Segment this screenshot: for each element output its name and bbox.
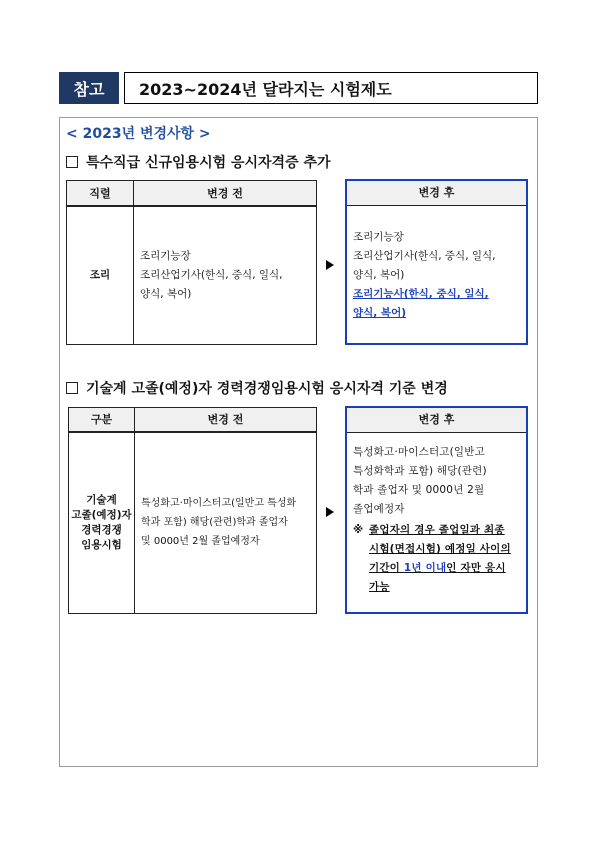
col-role-header: 구분: [69, 408, 135, 432]
note-line: 가능: [369, 581, 390, 593]
col-before-header: 변경 전: [135, 408, 317, 432]
note-line: 시험(면접시험) 예정일 사이의: [369, 543, 511, 555]
before-line: 조리산업기사(한식, 중식, 일식,: [140, 268, 283, 281]
before-cell: [134, 206, 317, 345]
col-after-header: 변경 후: [347, 408, 526, 433]
after-line-added: 양식, 복어): [353, 307, 407, 319]
section-title: < 2023년 변경사항 >: [66, 126, 211, 142]
before-cell: [135, 432, 317, 614]
part1-heading-text: 특수직급 신규임용시험 응시자격증 추가: [86, 155, 331, 171]
part2-before-table: [68, 407, 317, 614]
part1-before-table: [66, 180, 317, 345]
note-text: 기간이: [369, 562, 404, 574]
role-line: 경력경쟁: [81, 523, 122, 536]
part2-after-box: [345, 406, 528, 614]
after-line: 졸업예정자: [353, 503, 405, 515]
arrow-right-icon: [326, 260, 334, 270]
note-text: 인 자만 응시: [446, 562, 506, 574]
after-line: 양식, 복어): [353, 269, 405, 281]
col-role-header: 직렬: [67, 181, 134, 206]
note-highlight: 1년 이내: [403, 562, 447, 574]
role-line: 기술계: [86, 493, 117, 506]
before-line: 및 0000년 2월 졸업예정자: [141, 536, 260, 548]
after-line-added: 조리기능사(한식, 중식, 일식,: [353, 288, 489, 300]
role-cell: [69, 432, 135, 614]
col-before-header: 변경 전: [134, 181, 317, 206]
before-line: 학과 포함) 해당(관련)학과 졸업자: [141, 517, 288, 529]
role-line: 고졸(예정)자: [71, 508, 132, 521]
before-line: 특성화고·마이스터고(일반고 특성화: [141, 498, 297, 510]
note-mark: ※: [353, 524, 364, 536]
note-line: [369, 559, 511, 578]
after-line: 특성화고·마이스터고(일반고: [353, 446, 485, 458]
part1-after-box: [345, 179, 528, 345]
role-line: 임용시험: [81, 538, 122, 551]
arrow-right-icon: [326, 507, 334, 517]
role-cell: 조리: [67, 206, 134, 345]
col-after-header: 변경 후: [347, 181, 526, 206]
checkbox-icon: [66, 156, 78, 168]
before-line: 조리기능장: [140, 249, 191, 262]
reference-tag: 참고: [59, 72, 119, 104]
after-line: 학과 졸업자 및 0000년 2월: [353, 484, 485, 496]
part2-heading-text: 기술계 고졸(예정)자 경력경쟁임용시험 응시자격 기준 변경: [86, 381, 448, 397]
after-line: 특성화학과 포함) 해당(관련): [353, 465, 487, 477]
part1-heading: [66, 152, 331, 172]
part2-heading: [66, 378, 448, 398]
before-line: 양식, 복어): [140, 287, 192, 300]
note: [353, 521, 520, 597]
note-line: 졸업자의 경우 졸업일과 최종: [369, 524, 505, 536]
after-line: 조리기능장: [353, 231, 404, 243]
page-title: 2023~2024년 달라지는 시험제도: [124, 72, 538, 104]
after-line: 조리산업기사(한식, 중식, 일식,: [353, 250, 496, 262]
after-cell: [347, 433, 526, 597]
after-cell: [347, 206, 526, 323]
checkbox-icon: [66, 382, 78, 394]
